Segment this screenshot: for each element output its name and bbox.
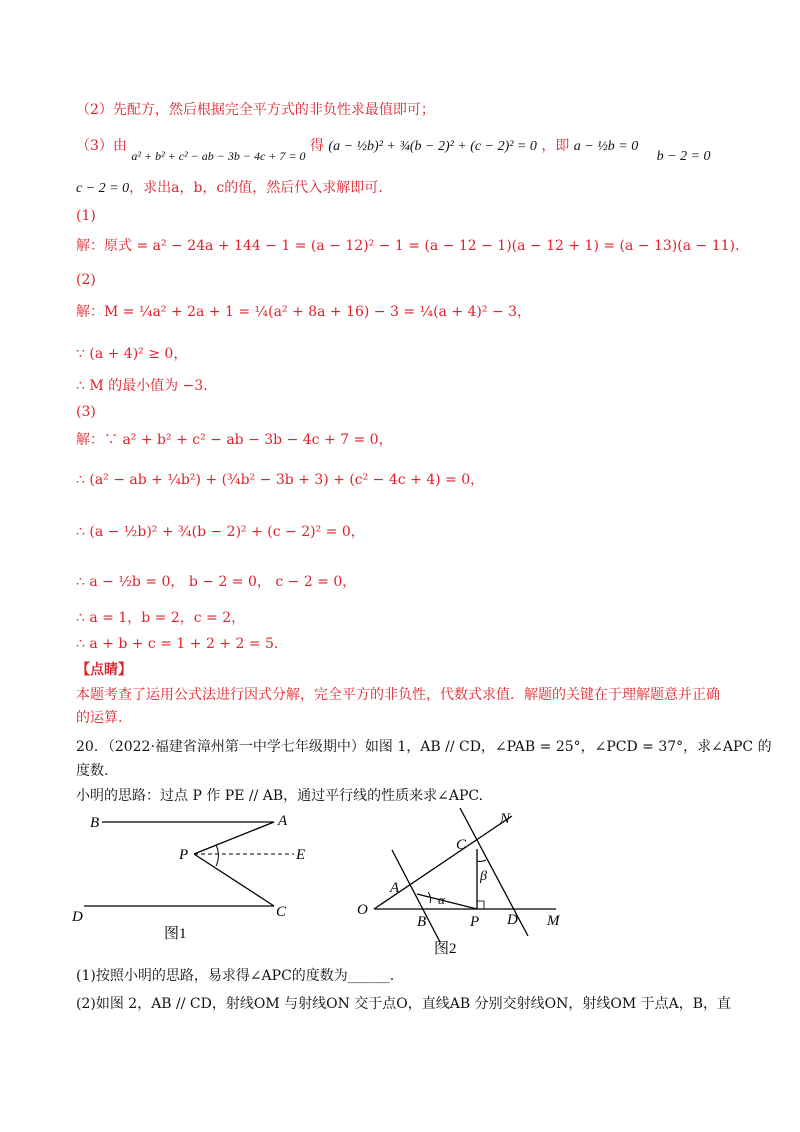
label-c: C	[456, 837, 467, 853]
label-a: A	[278, 813, 288, 829]
part-3-step-3: ∴ (a − ½b)² + ¾(b − 2)² + (c − 2)² = 0，	[76, 524, 365, 540]
label-p: P	[179, 847, 189, 863]
angle-arc-p	[216, 845, 218, 866]
analysis-step-3	[76, 136, 711, 164]
analysis-equation-4: b − 2 = 0	[656, 149, 711, 164]
analysis-step-3-prefix: （3）由	[76, 138, 127, 154]
analysis-step-3-mid2: ，即	[541, 138, 570, 154]
analysis-step-2: （2）先配方，然后根据完全平方式的非负性求最值即可；	[76, 102, 435, 118]
problem-20-line-1: 20．（2022·福建省漳州第一中学七年级期中）如图 1，AB // CD，∠PAB = 25°，∠PCD = 37°，求∠APC 的	[76, 739, 772, 755]
problem-20-line-2: 度数.	[76, 763, 109, 779]
analysis-step-3-mid: 得	[309, 138, 324, 154]
segment-ap	[417, 894, 477, 909]
label-e: E	[296, 847, 306, 863]
part-3-step-1: 解：∵ a² + b² + c² − ab − 3b − 4c + 7 = 0，	[76, 432, 393, 448]
analysis-equation-5: c − 2 = 0	[76, 181, 130, 196]
problem-20-line-3: 小明的思路：过点 P 作 PE // AB，通过平行线的性质来求∠APC.	[76, 788, 484, 804]
part-3-step-4: ∴ a − ½b = 0， b − 2 = 0， c − 2 = 0，	[76, 574, 357, 590]
figure-2	[350, 806, 580, 956]
segment-ap	[194, 822, 274, 854]
label-m: M	[547, 913, 560, 929]
label-o: O	[357, 902, 368, 918]
comment-line-1: 本题考查了运用公式法进行因式分解，完全平方的非负性，代数式求值．解题的关键在于理解题意并正确	[76, 687, 720, 703]
part-1-solution: 解：原式 = a² − 24a + 144 − 1 = (a − 12)² − 1 = (a − 12 − 1)(a − 12 + 1) = (a − 13)(a − 11).	[76, 238, 740, 254]
label-p: P	[470, 914, 480, 930]
question-2: (2)如图 2，AB // CD，射线OM 与射线ON 交于点O，直线AB 分别交射线ON，射线OM 于点A，B，直	[76, 996, 732, 1012]
figure-1-caption: 图1	[164, 926, 187, 942]
part-2-therefore: ∴ M 的最小值为 −3.	[76, 378, 208, 394]
label-a: A	[390, 880, 400, 896]
part-1-label: (1)	[76, 208, 96, 224]
question-1: (1)按照小明的思路，易求得∠APC的度数为______.	[76, 968, 395, 984]
right-angle-mark	[477, 901, 484, 909]
analysis-step-3-tail: ，求出a，b，c的值，然后代入求解即可.	[129, 180, 383, 196]
part-3-step-5: ∴ a = 1，b = 2，c = 2，	[76, 610, 246, 626]
part-2-label: (2)	[76, 272, 96, 288]
figure-1	[70, 808, 330, 943]
part-3-label: (3)	[76, 404, 96, 420]
analysis-equation-3: a − ½b = 0	[573, 139, 639, 154]
analysis-equation-2: (a − ½b)² + ¾(b − 2)² + (c − 2)² = 0	[328, 139, 537, 154]
label-alpha: α	[438, 892, 445, 907]
comment-heading: 【点睛】	[76, 662, 132, 678]
part-2-because: ∵ (a + 4)² ≥ 0，	[76, 346, 188, 362]
figure-2-caption: 图2	[434, 941, 457, 956]
analysis-step-3-cont	[76, 178, 383, 199]
label-d: D	[507, 912, 518, 928]
label-beta: β	[480, 869, 487, 884]
analysis-equation-1: a² + b² + c² − ab − 3b − 4c + 7 = 0	[131, 149, 306, 163]
label-c: C	[276, 904, 287, 920]
label-b: B	[90, 815, 100, 831]
angle-arc-beta	[477, 860, 486, 861]
comment-line-2: 的运算.	[76, 710, 123, 726]
part-3-step-6: ∴ a + b + c = 1 + 2 + 2 = 5.	[76, 636, 279, 652]
segment-pc	[194, 854, 274, 906]
part-2-solution: 解：M = ¼a² + 2a + 1 = ¼(a² + 8a + 16) − 3 = ¼(a + 4)² − 3，	[76, 304, 532, 320]
label-n: N	[500, 811, 511, 827]
label-d: D	[72, 909, 83, 925]
label-b: B	[417, 914, 427, 930]
line-ab	[392, 850, 440, 942]
part-3-step-2: ∴ (a² − ab + ¼b²) + (¾b² − 3b + 3) + (c² − 4c + 4) = 0，	[76, 472, 485, 488]
